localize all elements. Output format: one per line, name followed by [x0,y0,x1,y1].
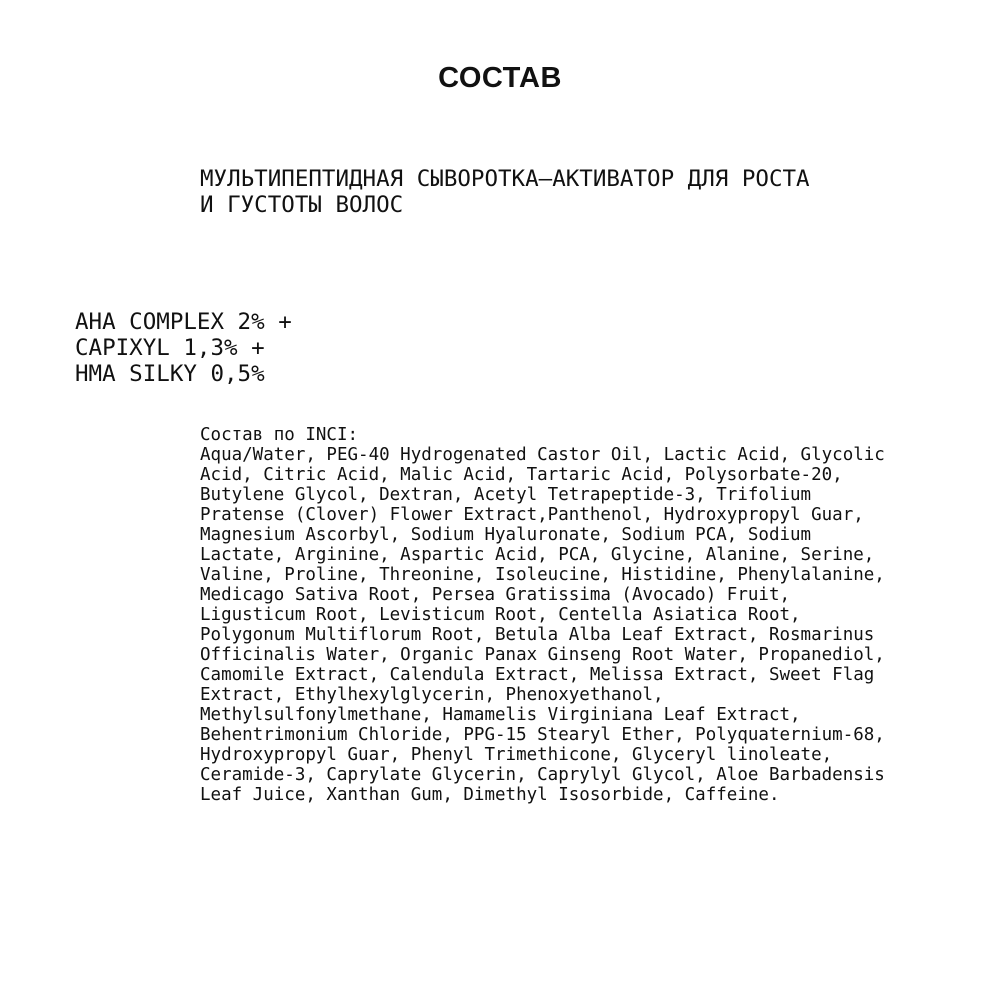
inci-line: Hydroxypropyl Guar, Phenyl Trimethicone, Glyceryl linoleate, [200,745,833,765]
active-ingredients [75,309,292,387]
inci-line: Methylsulfonylmethane, Hamamelis Virginiana Leaf Extract, [200,705,801,725]
inci-ingredients [200,425,980,805]
product-name-line: И ГУСТОТЫ ВОЛОС [200,192,404,218]
inci-line: Behentrimonium Chloride, PPG-15 Stearyl Ether, Polyquaternium-68, [200,725,885,745]
inci-title: Состав по INCI: [200,425,359,445]
inci-line: Aqua/Water, PEG-40 Hydrogenated Castor Oil, Lactic Acid, Glycolic [200,445,885,465]
inci-line: Acid, Citric Acid, Malic Acid, Tartaric Acid, Polysorbate-20, [200,465,843,485]
inci-line: Magnesium Ascorbyl, Sodium Hyaluronate, Sodium PCA, Sodium [200,525,812,545]
inci-line: Lactate, Arginine, Aspartic Acid, PCA, Glycine, Alanine, Serine, [200,545,875,565]
inci-line: Butylene Glycol, Dextran, Acetyl Tetrapeptide-3, Trifolium [200,485,812,505]
active-ingredient-line: AHA COMPLEX 2% + [75,309,292,335]
inci-line: Leaf Juice, Xanthan Gum, Dimethyl Isosorbide, Caffeine. [200,785,780,805]
inci-line: Polygonum Multiflorum Root, Betula Alba Leaf Extract, Rosmarinus [200,625,875,645]
inci-line: Valine, Proline, Threonine, Isoleucine, Histidine, Phenylalanine, [200,565,885,585]
active-ingredient-line: HMA SILKY 0,5% [75,361,265,387]
inci-line: Officinalis Water, Organic Panax Ginseng Root Water, Propanediol, [200,645,885,665]
inci-line: Ceramide-3, Caprylate Glycerin, Caprylyl Glycol, Aloe Barbadensis [200,765,885,785]
inci-line: Extract, Ethylhexylglycerin, Phenoxyethanol, [200,685,664,705]
inci-line: Medicago Sativa Root, Persea Gratissima (Avocado) Fruit, [200,585,791,605]
page-title: СОСТАВ [438,62,562,94]
active-ingredient-line: CAPIXYL 1,3% + [75,335,265,361]
inci-line: Ligusticum Root, Levisticum Root, Centella Asiatica Root, [200,605,801,625]
inci-line: Camomile Extract, Calendula Extract, Melissa Extract, Sweet Flag [200,665,875,685]
inci-line: Pratense (Clover) Flower Extract,Panthenol, Hydroxypropyl Guar, [200,505,864,525]
product-name-line: МУЛЬТИПЕПТИДНАЯ СЫВОРОТКА–АКТИВАТОР ДЛЯ РОСТА [200,166,810,192]
product-name [200,166,960,218]
